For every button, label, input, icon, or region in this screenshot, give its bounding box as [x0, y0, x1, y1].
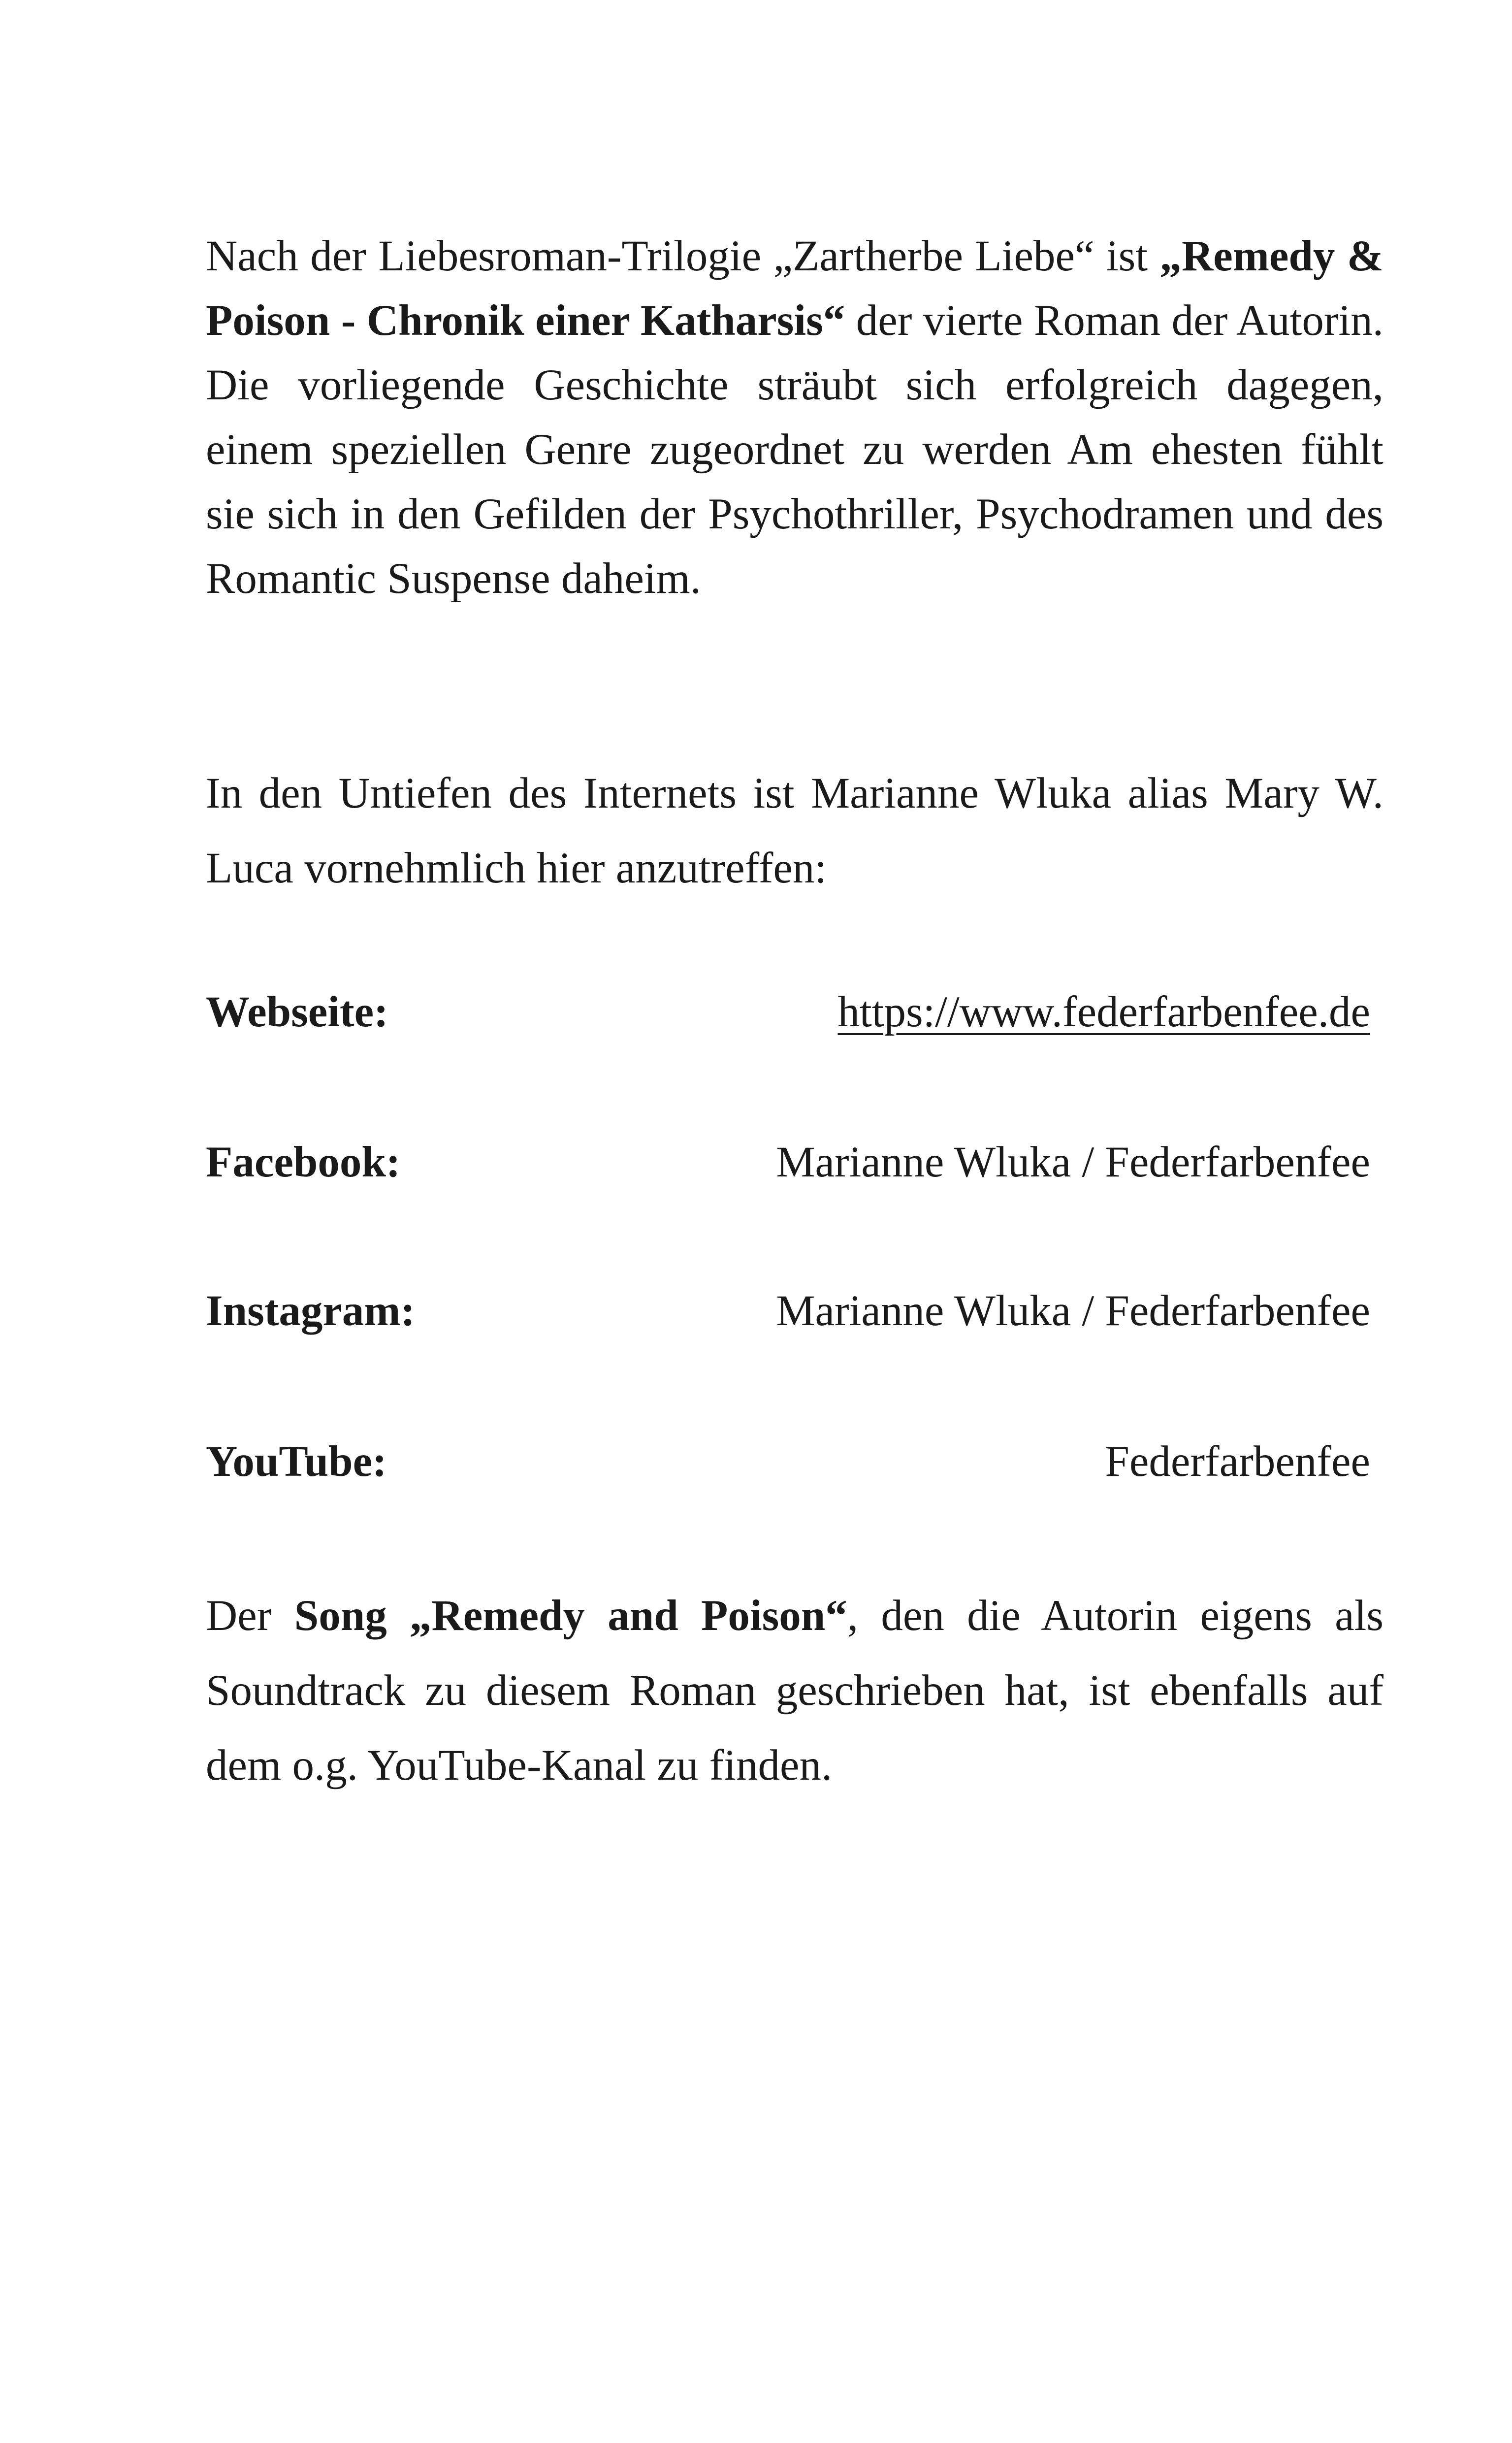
intro-paragraph — [206, 224, 1383, 611]
contact-row-facebook — [206, 1128, 1370, 1197]
novel-title: „Remedy & Poison - Chronik einer Katharsis“ — [206, 232, 1383, 345]
song-title: Song „Remedy and Poison“ — [294, 1592, 847, 1640]
intro-text-before: Nach der Liebesroman-Trilogie „Zartherbe Liebe“ ist — [206, 232, 1160, 280]
song-text-after: , den die Autorin eigens als Soundtrack zu diesem Roman geschrieben hat, ist ebenfalls auf dem o.g. YouTube-Kanal zu finden. — [206, 1592, 1384, 1790]
website-link[interactable]: https://www.federfarbenfee.de — [837, 988, 1370, 1036]
facebook-label: Facebook: — [206, 1138, 401, 1186]
song-paragraph — [206, 1578, 1383, 1803]
youtube-label: YouTube: — [206, 1437, 387, 1486]
facebook-value: Marianne Wluka / Federfarbenfee — [776, 1138, 1370, 1186]
website-label: Webseite: — [206, 988, 388, 1036]
instagram-value: Marianne Wluka / Federfarbenfee — [776, 1287, 1370, 1335]
online-presence-paragraph: In den Untiefen des Internets ist Marianne Wluka alias Mary W. Luca vornehmlich hier anzutreffen: — [206, 769, 1383, 892]
song-text-before: Der — [206, 1592, 294, 1640]
intro-text-after: der vierte Roman der Autorin. Die vorliegende Geschichte sträubt sich erfolgreich dagegen, einem speziellen Genre zugeordnet zu werden Am ehesten fühlt sie sich in den Gefilden der Psychothriller, Psychodramen und des Romantic Suspense daheim. — [206, 296, 1383, 603]
contact-row-youtube — [206, 1427, 1370, 1496]
contact-row-instagram — [206, 1276, 1370, 1345]
contact-row-website — [206, 977, 1370, 1046]
youtube-value: Federfarbenfee — [1105, 1437, 1370, 1486]
instagram-label: Instagram: — [206, 1287, 416, 1335]
